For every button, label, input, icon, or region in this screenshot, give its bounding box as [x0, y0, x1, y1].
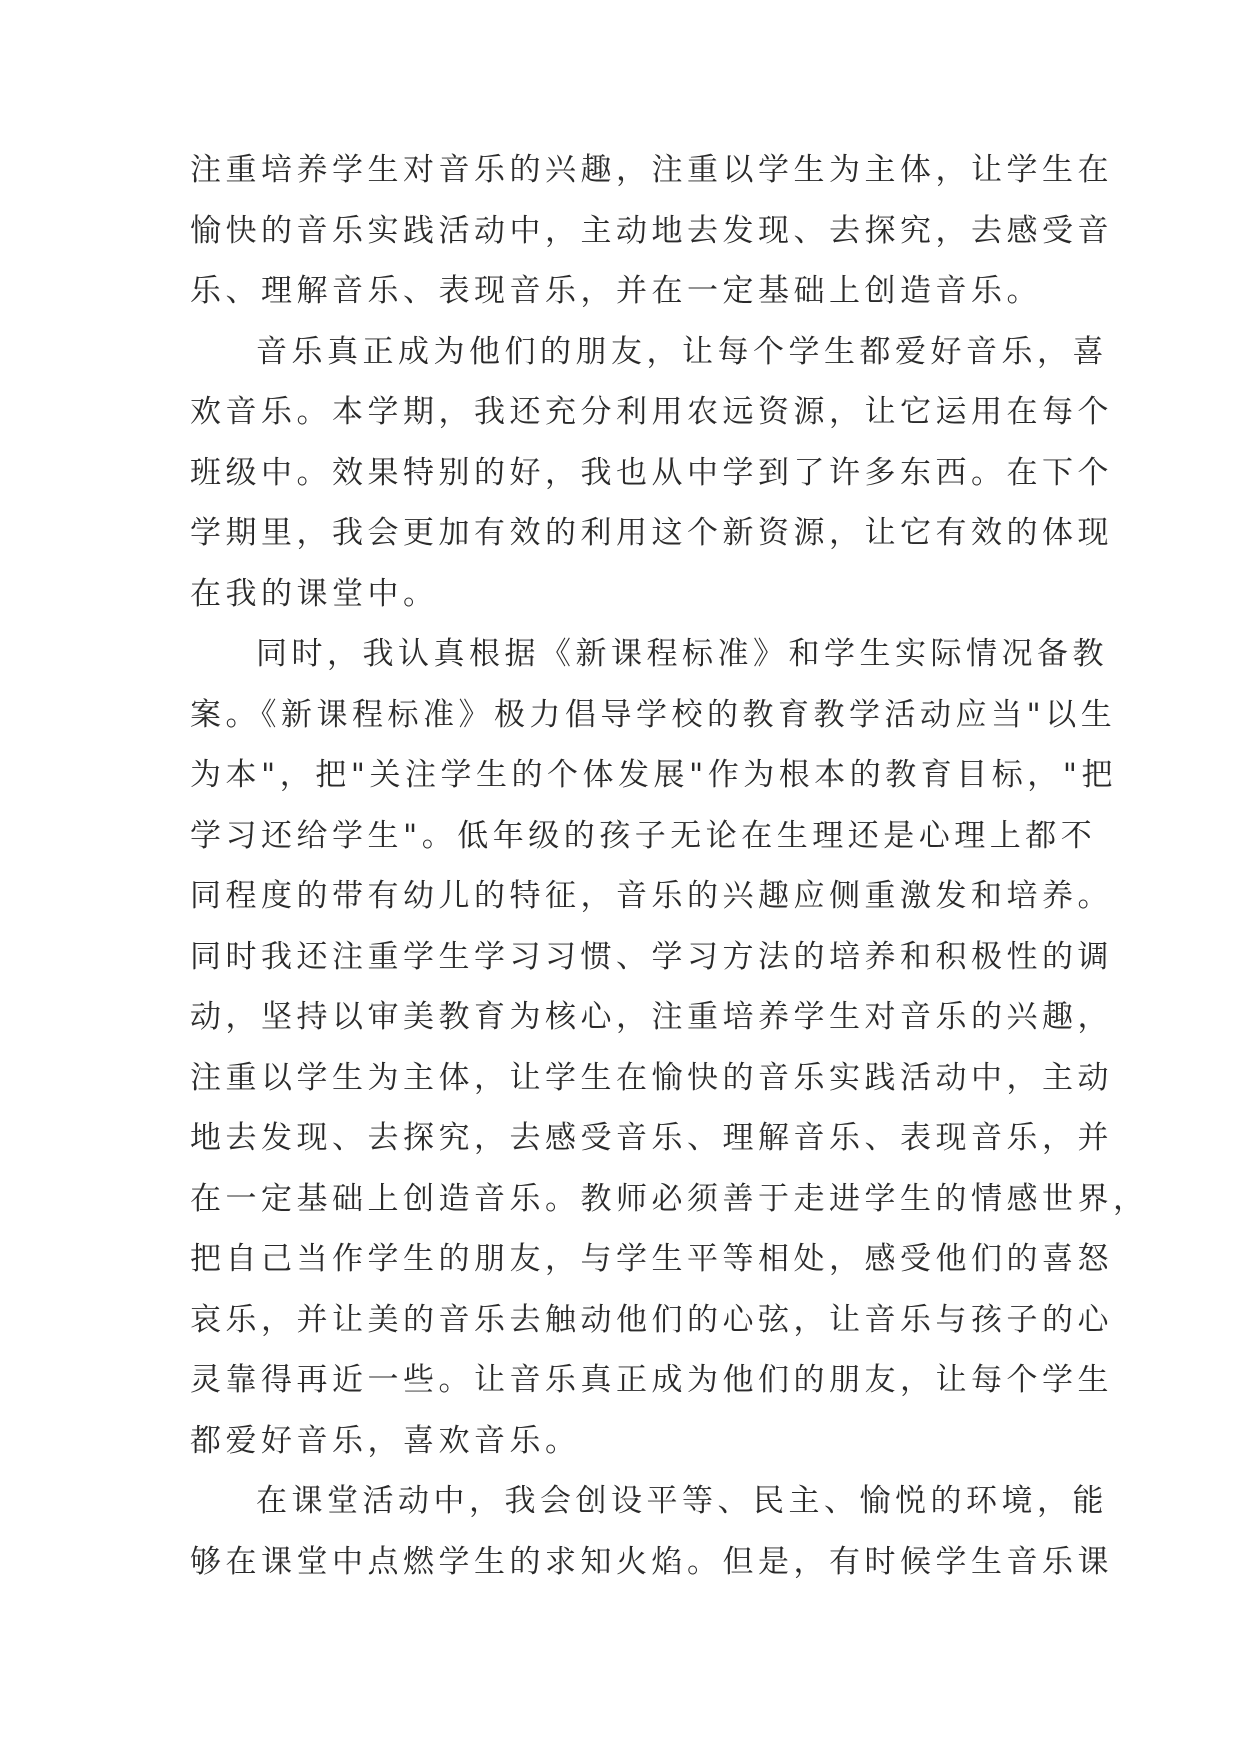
text-line: 动，坚持以审美教育为核心，注重培养学生对音乐的兴趣，	[190, 999, 1113, 1035]
text-line: 把自己当作学生的朋友，与学生平等相处，感受他们的喜怒	[190, 1241, 1113, 1277]
text-line: 在我的课堂中。	[190, 575, 439, 612]
text-line: 在课堂活动中，我会创设平等、民主、愉悦的环境，能	[256, 1483, 1108, 1519]
text-line: 够在课堂中点燃学生的求知火焰。但是，有时候学生音乐课	[190, 1543, 1113, 1580]
text-line: 同时，我认真根据《新课程标准》和学生实际情况备教	[256, 636, 1108, 672]
text-line: 班级中。效果特别的好，我也从中学到了许多东西。在下个	[190, 454, 1113, 491]
text-line: 同时我还注重学生学习习惯、学习方法的培养和积极性的调	[190, 938, 1113, 975]
text-line: 乐、理解音乐、表现音乐，并在一定基础上创造音乐。	[190, 273, 1042, 309]
text-line: 灵靠得再近一些。让音乐真正成为他们的朋友，让每个学生	[190, 1362, 1113, 1398]
text-line: 音乐真正成为他们的朋友，让每个学生都爱好音乐，喜	[256, 333, 1108, 370]
text-line: 注重培养学生对音乐的兴趣，注重以学生为主体，让学生在	[190, 152, 1113, 188]
text-line: 案。《新课程标准》极力倡导学校的教育教学活动应当"以生	[190, 696, 1117, 733]
text-line: 在一定基础上创造音乐。教师必须善于走进学生的情感世界，	[190, 1180, 1149, 1217]
text-line: 为本"，把"关注学生的个体发展"作为根本的教育目标，"把	[190, 757, 1118, 793]
text-line: 学习还给学生"。低年级的孩子无论在生理还是心理上都不	[190, 817, 1097, 854]
text-line: 哀乐，并让美的音乐去触动他们的心弦，让音乐与孩子的心	[190, 1301, 1113, 1338]
text-line: 同程度的带有幼儿的特征，音乐的兴趣应侧重激发和培养。	[190, 878, 1113, 914]
text-line: 都爱好音乐，喜欢音乐。	[190, 1422, 581, 1459]
document-body	[190, 140, 1149, 1592]
text-line: 地去发现、去探究，去感受音乐、理解音乐、表现音乐，并	[190, 1120, 1113, 1156]
text-line: 欢音乐。本学期，我还充分利用农远资源，让它运用在每个	[190, 394, 1113, 430]
text-line: 愉快的音乐实践活动中，主动地去发现、去探究，去感受音	[190, 212, 1113, 249]
text-line: 注重以学生为主体，让学生在愉快的音乐实践活动中，主动	[190, 1059, 1113, 1096]
text-line: 学期里，我会更加有效的利用这个新资源，让它有效的体现	[190, 515, 1113, 551]
